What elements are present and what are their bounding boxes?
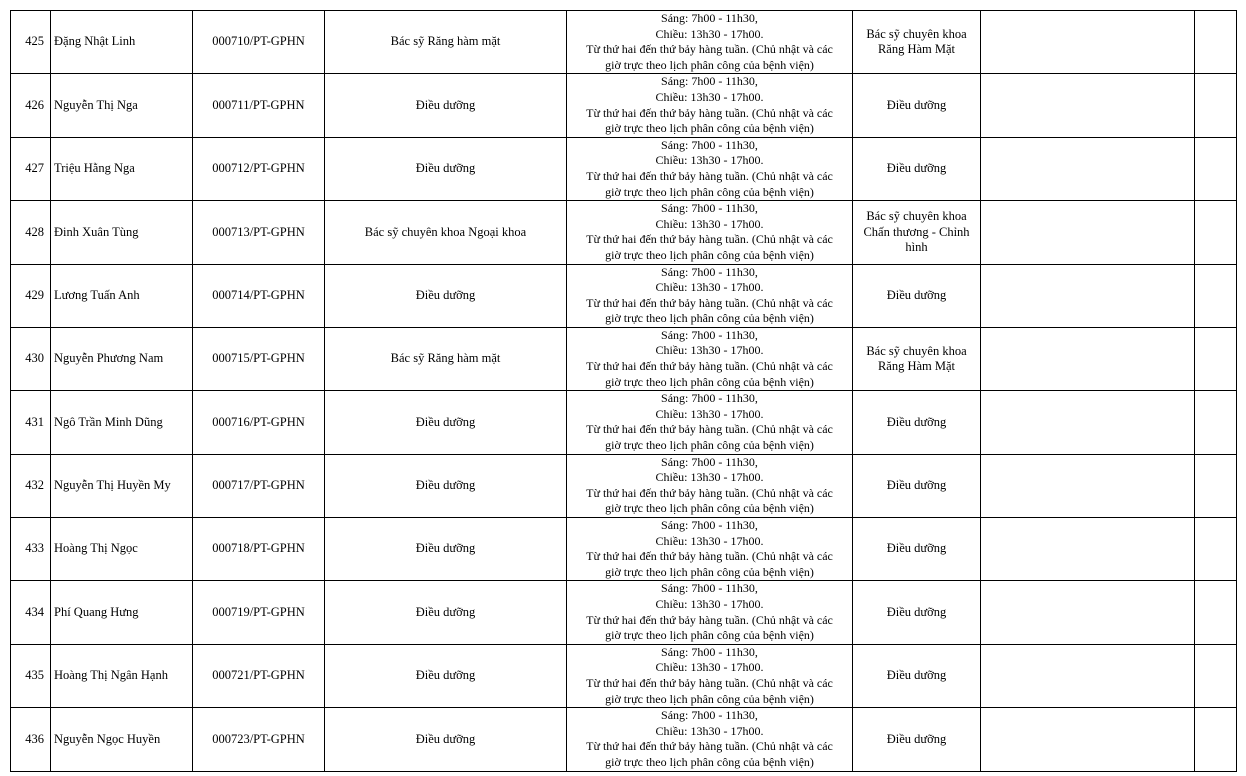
table-row [11,708,1237,771]
working-hours-line: Sáng: 7h00 - 11h30, [661,264,758,279]
working-hours-line: Chiều: 13h30 - 17h00. [655,660,764,675]
working-hours-line: Từ thứ hai đến thứ bảy hàng tuần. (Chủ nhật và các [586,549,833,564]
working-hours-line: giờ trực theo lịch phân công của bệnh viện) [605,311,814,326]
extra-cell [1195,581,1237,644]
working-hours-line: giờ trực theo lịch phân công của bệnh viện) [605,247,814,262]
working-hours-cell [567,708,853,771]
table-row [11,454,1237,517]
table-body [11,11,1237,772]
specialty-cell: Bác sỹ chuyên khoa Chấn thương - Chỉnh hình [853,201,981,264]
row-number-cell: 433 [11,518,51,581]
row-number-cell: 436 [11,708,51,771]
working-hours-line: Chiều: 13h30 - 17h00. [655,26,764,41]
extra-cell [1195,708,1237,771]
working-hours-line: Chiều: 13h30 - 17h00. [655,153,764,168]
working-hours-line: Sáng: 7h00 - 11h30, [661,581,758,596]
working-hours-line: Sáng: 7h00 - 11h30, [661,327,758,342]
working-hours-line: Chiều: 13h30 - 17h00. [655,280,764,295]
extra-cell [1195,137,1237,200]
practitioner-name-cell: Nguyễn Thị Nga [51,74,193,137]
working-hours-line: giờ trực theo lịch phân công của bệnh viện) [605,501,814,516]
working-hours-line: Từ thứ hai đến thứ bảy hàng tuần. (Chủ nhật và các [586,105,833,120]
working-hours-line: giờ trực theo lịch phân công của bệnh viện) [605,628,814,643]
extra-cell [1195,327,1237,390]
practice-scope-cell: Bác sỹ Răng hàm mặt [325,327,567,390]
extra-cell [1195,264,1237,327]
working-hours-line: Từ thứ hai đến thứ bảy hàng tuần. (Chủ nhật và các [586,168,833,183]
license-number-cell: 000712/PT-GPHN [193,137,325,200]
table-row [11,644,1237,707]
working-hours-cell [567,391,853,454]
working-hours-cell [567,137,853,200]
working-hours-line: Chiều: 13h30 - 17h00. [655,533,764,548]
working-hours-line: Từ thứ hai đến thứ bảy hàng tuần. (Chủ nhật và các [586,485,833,500]
specialty-cell: Bác sỹ chuyên khoa Răng Hàm Mặt [853,327,981,390]
practitioner-name-cell: Ngô Trần Minh Dũng [51,391,193,454]
practitioner-table [10,10,1237,772]
practice-scope-cell: Điều dưỡng [325,581,567,644]
extra-cell [1195,391,1237,454]
specialty-cell: Điều dưỡng [853,137,981,200]
table-row [11,581,1237,644]
license-number-cell: 000714/PT-GPHN [193,264,325,327]
working-hours-line: giờ trực theo lịch phân công của bệnh viện) [605,438,814,453]
row-number-cell: 431 [11,391,51,454]
table-row [11,264,1237,327]
working-hours-line: Từ thứ hai đến thứ bảy hàng tuần. (Chủ nhật và các [586,232,833,247]
specialty-cell: Điều dưỡng [853,644,981,707]
practice-scope-cell: Bác sỹ Răng hàm mặt [325,11,567,74]
working-hours-cell [567,74,853,137]
working-hours-line: Sáng: 7h00 - 11h30, [661,201,758,216]
specialty-cell: Bác sỹ chuyên khoa Răng Hàm Mặt [853,11,981,74]
table-row [11,74,1237,137]
working-hours-line: Từ thứ hai đến thứ bảy hàng tuần. (Chủ nhật và các [586,612,833,627]
extra-cell [1195,201,1237,264]
practice-scope-cell: Điều dưỡng [325,264,567,327]
working-hours-cell [567,264,853,327]
working-hours-line: Sáng: 7h00 - 11h30, [661,391,758,406]
notes-cell [981,518,1195,581]
notes-cell [981,391,1195,454]
practice-scope-cell: Điều dưỡng [325,454,567,517]
working-hours-cell [567,454,853,517]
working-hours-line: Từ thứ hai đến thứ bảy hàng tuần. (Chủ nhật và các [586,359,833,374]
practice-scope-cell: Điều dưỡng [325,708,567,771]
working-hours-line: Sáng: 7h00 - 11h30, [661,708,758,723]
table-row [11,137,1237,200]
working-hours-line: Từ thứ hai đến thứ bảy hàng tuần. (Chủ nhật và các [586,675,833,690]
working-hours-line: Chiều: 13h30 - 17h00. [655,723,764,738]
license-number-cell: 000711/PT-GPHN [193,74,325,137]
row-number-cell: 432 [11,454,51,517]
working-hours-line: Sáng: 7h00 - 11h30, [661,518,758,532]
working-hours-cell [567,518,853,581]
working-hours-line: Sáng: 7h00 - 11h30, [661,454,758,469]
working-hours-line: Từ thứ hai đến thứ bảy hàng tuần. (Chủ nhật và các [586,422,833,437]
working-hours-cell [567,201,853,264]
notes-cell [981,201,1195,264]
working-hours-line: Sáng: 7h00 - 11h30, [661,11,758,25]
row-number-cell: 430 [11,327,51,390]
practitioner-name-cell: Đinh Xuân Tùng [51,201,193,264]
practitioner-name-cell: Hoàng Thị Ngân Hạnh [51,644,193,707]
working-hours-line: giờ trực theo lịch phân công của bệnh viện) [605,374,814,389]
license-number-cell: 000715/PT-GPHN [193,327,325,390]
working-hours-cell [567,11,853,74]
working-hours-line: Chiều: 13h30 - 17h00. [655,470,764,485]
license-number-cell: 000719/PT-GPHN [193,581,325,644]
license-number-cell: 000723/PT-GPHN [193,708,325,771]
license-number-cell: 000713/PT-GPHN [193,201,325,264]
practice-scope-cell: Điều dưỡng [325,644,567,707]
extra-cell [1195,11,1237,74]
practitioner-name-cell: Đặng Nhật Linh [51,11,193,74]
working-hours-line: giờ trực theo lịch phân công của bệnh viện) [605,121,814,136]
working-hours-line: Sáng: 7h00 - 11h30, [661,74,758,89]
practitioner-name-cell: Nguyễn Thị Huyền My [51,454,193,517]
table-row [11,518,1237,581]
row-number-cell: 435 [11,644,51,707]
practitioner-name-cell: Triệu Hằng Nga [51,137,193,200]
working-hours-line: Từ thứ hai đến thứ bảy hàng tuần. (Chủ nhật và các [586,295,833,310]
table-row [11,11,1237,74]
specialty-cell: Điều dưỡng [853,518,981,581]
working-hours-line: giờ trực theo lịch phân công của bệnh viện) [605,564,814,579]
notes-cell [981,11,1195,74]
extra-cell [1195,454,1237,517]
working-hours-line: giờ trực theo lịch phân công của bệnh viện) [605,184,814,199]
notes-cell [981,708,1195,771]
practice-scope-cell: Bác sỹ chuyên khoa Ngoại khoa [325,201,567,264]
notes-cell [981,264,1195,327]
license-number-cell: 000717/PT-GPHN [193,454,325,517]
row-number-cell: 428 [11,201,51,264]
working-hours-line: giờ trực theo lịch phân công của bệnh viện) [605,754,814,769]
table-row [11,327,1237,390]
working-hours-cell [567,327,853,390]
specialty-cell: Điều dưỡng [853,454,981,517]
working-hours-line: Chiều: 13h30 - 17h00. [655,89,764,104]
license-number-cell: 000716/PT-GPHN [193,391,325,454]
row-number-cell: 426 [11,74,51,137]
working-hours-cell [567,644,853,707]
specialty-cell: Điều dưỡng [853,74,981,137]
notes-cell [981,454,1195,517]
working-hours-line: Từ thứ hai đến thứ bảy hàng tuần. (Chủ nhật và các [586,739,833,754]
working-hours-line: Từ thứ hai đến thứ bảy hàng tuần. (Chủ nhật và các [586,42,833,57]
specialty-cell: Điều dưỡng [853,391,981,454]
row-number-cell: 427 [11,137,51,200]
license-number-cell: 000710/PT-GPHN [193,11,325,74]
working-hours-line: giờ trực theo lịch phân công của bệnh viện) [605,57,814,72]
working-hours-line: Sáng: 7h00 - 11h30, [661,644,758,659]
extra-cell [1195,74,1237,137]
notes-cell [981,74,1195,137]
license-number-cell: 000721/PT-GPHN [193,644,325,707]
practice-scope-cell: Điều dưỡng [325,74,567,137]
practitioner-name-cell: Phí Quang Hưng [51,581,193,644]
extra-cell [1195,518,1237,581]
practitioner-name-cell: Nguyễn Ngọc Huyền [51,708,193,771]
specialty-cell: Điều dưỡng [853,581,981,644]
working-hours-line: Chiều: 13h30 - 17h00. [655,406,764,421]
working-hours-line: Chiều: 13h30 - 17h00. [655,343,764,358]
practitioner-name-cell: Hoàng Thị Ngọc [51,518,193,581]
notes-cell [981,644,1195,707]
row-number-cell: 434 [11,581,51,644]
working-hours-line: Chiều: 13h30 - 17h00. [655,596,764,611]
practice-scope-cell: Điều dưỡng [325,391,567,454]
table-row [11,201,1237,264]
working-hours-line: Chiều: 13h30 - 17h00. [655,216,764,231]
notes-cell [981,137,1195,200]
practitioner-name-cell: Nguyễn Phương Nam [51,327,193,390]
practice-scope-cell: Điều dưỡng [325,137,567,200]
notes-cell [981,327,1195,390]
notes-cell [981,581,1195,644]
extra-cell [1195,644,1237,707]
table-row [11,391,1237,454]
row-number-cell: 429 [11,264,51,327]
working-hours-cell [567,581,853,644]
practice-scope-cell: Điều dưỡng [325,518,567,581]
specialty-cell: Điều dưỡng [853,264,981,327]
row-number-cell: 425 [11,11,51,74]
working-hours-line: giờ trực theo lịch phân công của bệnh viện) [605,691,814,706]
working-hours-line: Sáng: 7h00 - 11h30, [661,137,758,152]
practitioner-name-cell: Lương Tuấn Anh [51,264,193,327]
specialty-cell: Điều dưỡng [853,708,981,771]
license-number-cell: 000718/PT-GPHN [193,518,325,581]
